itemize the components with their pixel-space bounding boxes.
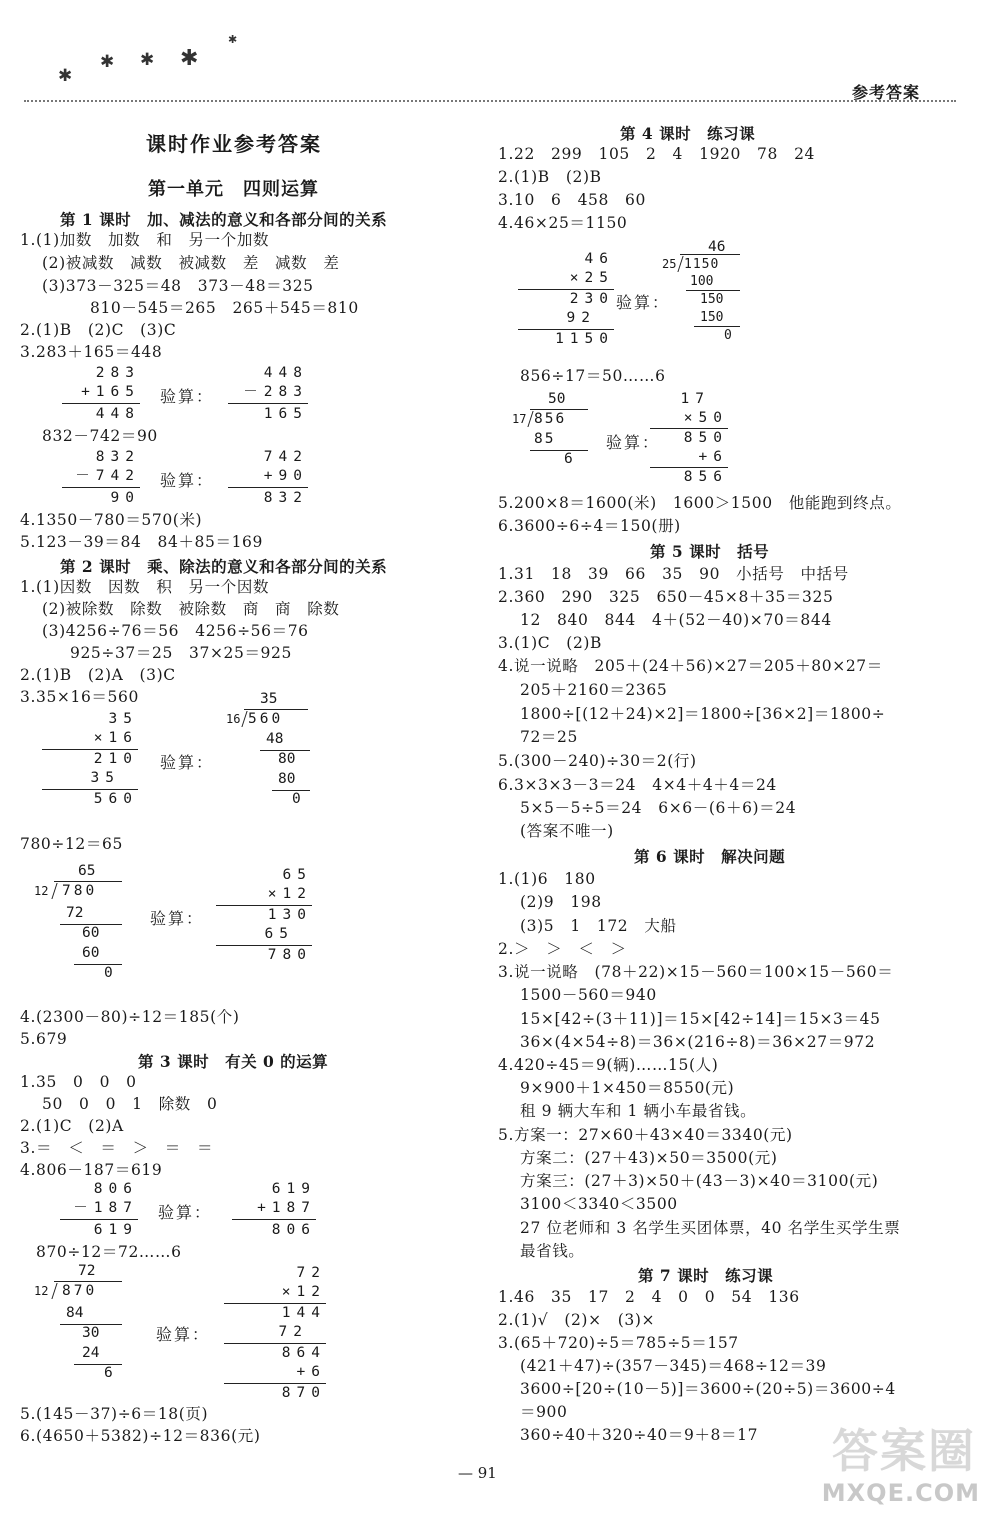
vertical-multiplication bbox=[216, 866, 312, 966]
long-division bbox=[512, 390, 592, 476]
division-step: 60 bbox=[82, 925, 100, 941]
answer-line: (3)5 1 172 大船 bbox=[520, 917, 677, 935]
verify-label: 验算： bbox=[616, 293, 671, 312]
division-bar bbox=[530, 450, 588, 451]
watermark-logo-text: 答案圈 bbox=[832, 1424, 976, 1478]
calc-row: 1150 bbox=[555, 331, 614, 347]
answer-line: 27 位老师和 3 名学生买团体票，40 名学生买学生票 bbox=[520, 1219, 901, 1237]
calc-row: 619 bbox=[271, 1181, 316, 1197]
division-step: 72 bbox=[66, 905, 84, 921]
calc-row: ×12 bbox=[267, 886, 312, 902]
calc-row: +6 bbox=[698, 449, 728, 465]
calc-row: 230 bbox=[569, 291, 614, 307]
calc-row: ×12 bbox=[281, 1284, 326, 1300]
calc-rule bbox=[62, 487, 140, 488]
calc-row: 92 bbox=[566, 310, 596, 326]
answer-line: ＝900 bbox=[520, 1403, 568, 1421]
division-bracket bbox=[51, 883, 57, 899]
answer-line: 1800÷[(12＋24)×2]＝1800÷[36×2]＝1800÷ bbox=[520, 705, 886, 723]
calc-row: 832 bbox=[263, 490, 308, 506]
calc-rule bbox=[232, 1219, 316, 1220]
watermark-domain: MXQE.COM bbox=[821, 1479, 980, 1507]
verify-label: 验算： bbox=[160, 471, 215, 490]
answer-line: 4.1350－780＝570(米) bbox=[20, 511, 203, 529]
star-icon: ✱ bbox=[140, 50, 155, 70]
calc-row: 448 bbox=[95, 406, 140, 422]
calc-row: 165 bbox=[263, 406, 308, 422]
answer-line: 2.＞ ＞ ＜ ＞ bbox=[498, 940, 627, 958]
calc-row: 856 bbox=[683, 469, 728, 485]
answer-line: (3)373－325＝48 373－48＝325 bbox=[42, 277, 314, 295]
calc-row: 448 bbox=[263, 365, 308, 381]
answer-line: 1.(1)加数 加数 和 另一个加数 bbox=[20, 231, 270, 249]
answer-line: 5.200×8＝1600(米) 1600＞1500 他能跑到终点。 bbox=[498, 494, 902, 512]
division-step: 84 bbox=[66, 1305, 84, 1321]
verify-label: 验算： bbox=[150, 909, 205, 928]
answer-line: 3.(1)C (2)B bbox=[498, 634, 603, 652]
calc-row: 35 bbox=[108, 711, 138, 727]
calc-row: －283 bbox=[243, 384, 308, 400]
calc-row: ×50 bbox=[683, 410, 728, 426]
answer-line: 5.123－39＝84 84＋85＝169 bbox=[20, 533, 263, 551]
division-divisor: 16 bbox=[226, 712, 241, 726]
answer-line: 4.420÷45＝9(辆)……15(人) bbox=[498, 1056, 719, 1074]
calc-rule bbox=[60, 1219, 138, 1220]
answer-line: 最省钱。 bbox=[520, 1242, 585, 1260]
answer-line: 1.(1)6 180 bbox=[498, 870, 596, 888]
site-watermark bbox=[821, 1415, 986, 1507]
answer-line: 870÷12＝72……6 bbox=[36, 1243, 182, 1261]
header-title: 参考答案 bbox=[851, 83, 920, 102]
lesson-5-title: 第 5 课时 括号 bbox=[650, 542, 770, 561]
long-division bbox=[662, 238, 740, 348]
answer-line: 1500－560＝940 bbox=[520, 986, 657, 1004]
calc-row: －742 bbox=[75, 468, 140, 484]
division-dividend: 560 bbox=[248, 711, 284, 727]
answer-line: 3.说一说略 (78＋22)×15－560＝100×15－560＝ bbox=[498, 963, 894, 981]
answer-line: 832－742＝90 bbox=[42, 427, 158, 445]
division-divisor: 25 bbox=[662, 257, 677, 271]
calc-row: 619 bbox=[93, 1222, 138, 1238]
division-divisor: 12 bbox=[34, 884, 49, 898]
vertical-multiplication bbox=[42, 710, 138, 810]
division-divisor: 12 bbox=[34, 1284, 49, 1298]
verify-label: 验算： bbox=[158, 1203, 213, 1222]
vertical-check bbox=[228, 448, 308, 510]
answer-line: 1.46 35 17 2 4 0 0 54 136 bbox=[498, 1288, 800, 1306]
calc-row: 72 bbox=[296, 1265, 326, 1281]
division-quotient: 50 bbox=[548, 391, 566, 407]
answer-line: 3.283＋165＝448 bbox=[20, 343, 163, 361]
lesson-3-title: 第 3 课时 有关 0 的运算 bbox=[138, 1052, 329, 1071]
answer-line: 2.(1)C (2)A bbox=[20, 1117, 124, 1135]
calc-row: +6 bbox=[296, 1364, 326, 1380]
division-step: 48 bbox=[266, 731, 284, 747]
answer-line: 2.360 290 325 650－45×8＋35＝325 bbox=[498, 588, 834, 606]
calc-row: 806 bbox=[271, 1222, 316, 1238]
division-bar bbox=[694, 326, 740, 327]
long-division bbox=[226, 690, 316, 810]
vertical-check bbox=[232, 1180, 316, 1242]
answer-line: 2.(1)B (2)B bbox=[498, 168, 602, 186]
calc-rule bbox=[228, 487, 308, 488]
star-icon: ✱ bbox=[58, 66, 73, 86]
calc-row: 90 bbox=[110, 490, 140, 506]
division-step: 0 bbox=[104, 965, 113, 981]
answer-line: (421＋47)÷(357－345)＝468÷12＝39 bbox=[520, 1357, 827, 1375]
answer-line: 1.35 0 0 0 bbox=[20, 1073, 137, 1091]
division-step: 6 bbox=[564, 451, 573, 467]
answer-line: (答案不唯一) bbox=[520, 822, 614, 840]
calc-row: +165 bbox=[81, 384, 140, 400]
header-divider bbox=[24, 100, 956, 102]
lesson-4-title: 第 4 课时 练习课 bbox=[620, 124, 756, 143]
star-icon: ✱ bbox=[100, 52, 115, 72]
vertical-check bbox=[228, 364, 308, 426]
answer-line: 4.(2300－80)÷12＝185(个) bbox=[20, 1008, 240, 1026]
calc-row: +90 bbox=[263, 468, 308, 484]
division-step: 85 bbox=[534, 431, 556, 447]
star-icon: ✱ bbox=[228, 33, 238, 46]
answer-line: 4.806－187＝619 bbox=[20, 1161, 163, 1179]
answer-line: 4.46×25＝1150 bbox=[498, 214, 628, 232]
answer-line: 1.(1)因数 因数 积 另一个因数 bbox=[20, 578, 270, 596]
answer-line: 9×900＋1×450＝8550(元) bbox=[520, 1079, 735, 1097]
division-quotient: 46 bbox=[708, 239, 726, 255]
division-step: 150 bbox=[700, 292, 724, 307]
division-step: 100 bbox=[690, 274, 714, 289]
answer-line: 5×5－5÷5＝24 6×6－(6＋6)＝24 bbox=[520, 799, 797, 817]
calc-rule bbox=[62, 403, 140, 404]
unit-title: 第一单元 四则运算 bbox=[148, 179, 319, 200]
answer-line: 6.3×3×3－3＝24 4×4＋4＋4＝24 bbox=[498, 776, 777, 794]
calc-row: 850 bbox=[683, 430, 728, 446]
lesson-1-title: 第 1 课时 加、减法的意义和各部分间的关系 bbox=[60, 210, 388, 229]
verify-label: 验算： bbox=[606, 433, 661, 452]
answer-line: 3600÷[20÷(10－5)]＝3600÷(20÷5)＝3600÷4 bbox=[520, 1380, 896, 1398]
lesson-2-title: 第 2 课时 乘、除法的意义和各部分间的关系 bbox=[60, 557, 388, 576]
division-bar bbox=[272, 790, 310, 791]
answer-line: 4.说一说略 205＋(24＋56)×27＝205＋80×27＝ bbox=[498, 657, 883, 675]
division-dividend: 780 bbox=[62, 883, 98, 899]
division-step: 24 bbox=[82, 1345, 100, 1361]
answer-line: (2)9 198 bbox=[520, 893, 602, 911]
long-division bbox=[34, 1262, 130, 1386]
verify-label: 验算： bbox=[156, 1325, 211, 1344]
calc-row: 130 bbox=[267, 907, 312, 923]
answer-line: 1.31 18 39 66 35 90 小括号 中括号 bbox=[498, 565, 849, 583]
answer-line: 810－545＝265 265＋545＝810 bbox=[90, 299, 359, 317]
answer-line: 5.方案一：27×60＋43×40＝3340(元) bbox=[498, 1126, 793, 1144]
page-number: — 91 bbox=[458, 1464, 497, 1482]
division-step: 30 bbox=[82, 1325, 100, 1341]
answer-line: 3100＜3340＜3500 bbox=[520, 1195, 678, 1213]
calc-row: 46 bbox=[584, 251, 614, 267]
answer-line: 3.10 6 458 60 bbox=[498, 191, 646, 209]
division-step: 150 bbox=[700, 310, 724, 325]
division-step: 6 bbox=[104, 1365, 113, 1381]
calc-row: +187 bbox=[257, 1200, 316, 1216]
calc-row: 17 bbox=[680, 391, 710, 407]
calc-row: 283 bbox=[95, 365, 140, 381]
division-bracket bbox=[241, 711, 247, 727]
vertical-multiplication bbox=[518, 250, 614, 350]
answer-line: (2)被除数 除数 被除数 商 商 除数 bbox=[42, 600, 340, 618]
division-bar bbox=[74, 1364, 122, 1365]
calc-row: 806 bbox=[93, 1181, 138, 1197]
division-step: 0 bbox=[292, 791, 301, 807]
answer-line: 205＋2160＝2365 bbox=[520, 681, 668, 699]
answer-line: 780÷12＝65 bbox=[20, 835, 123, 853]
answer-line: 2.(1)B (2)A (3)C bbox=[20, 666, 176, 684]
verify-label: 验算： bbox=[160, 387, 215, 406]
header-stars-decoration bbox=[52, 30, 252, 90]
calc-row: ×16 bbox=[93, 730, 138, 746]
calc-row: 870 bbox=[281, 1385, 326, 1401]
calc-row: 72 bbox=[278, 1324, 308, 1340]
division-step: 80 bbox=[278, 751, 296, 767]
lesson-7-title: 第 7 课时 练习课 bbox=[638, 1266, 774, 1285]
answer-line: 50 0 0 1 除数 0 bbox=[42, 1095, 218, 1113]
answer-line: (3)4256÷76＝56 4256÷56＝76 bbox=[42, 622, 309, 640]
vertical-subtraction bbox=[60, 1180, 138, 1242]
vertical-addition bbox=[62, 364, 140, 426]
verify-label: 验算： bbox=[160, 753, 215, 772]
answer-line: 方案三：(27＋3)×50＋(43－3)×40＝3100(元) bbox=[520, 1172, 879, 1190]
page-title: 课时作业参考答案 bbox=[146, 132, 322, 156]
vertical-multiplication bbox=[650, 390, 728, 485]
division-quotient: 72 bbox=[78, 1263, 96, 1279]
calc-row: －187 bbox=[73, 1200, 138, 1216]
calc-row: 560 bbox=[93, 791, 138, 807]
answer-line: 6.(4650＋5382)÷12＝836(元) bbox=[20, 1427, 261, 1445]
calc-rule bbox=[228, 403, 308, 404]
division-bar bbox=[74, 964, 122, 965]
calc-row: 144 bbox=[281, 1305, 326, 1321]
answer-line: 6.3600÷6÷4＝150(册) bbox=[498, 517, 681, 535]
answer-line: 3.35×16＝560 bbox=[20, 688, 139, 706]
division-step: 80 bbox=[278, 771, 296, 787]
vertical-subtraction bbox=[62, 448, 140, 510]
division-quotient: 35 bbox=[260, 691, 278, 707]
answer-line: 72＝25 bbox=[520, 728, 578, 746]
calc-row: 65 bbox=[264, 926, 294, 942]
lesson-6-title: 第 6 课时 解决问题 bbox=[634, 847, 786, 866]
calc-row: 35 bbox=[90, 770, 120, 786]
calc-row: ×25 bbox=[569, 270, 614, 286]
answer-line: 1.22 299 105 2 4 1920 78 24 bbox=[498, 145, 815, 163]
vertical-multiplication bbox=[224, 1264, 326, 1404]
answer-line: 360÷40＋320÷40＝9＋8＝17 bbox=[520, 1426, 759, 1444]
calc-row: 864 bbox=[281, 1345, 326, 1361]
calc-row: 780 bbox=[267, 947, 312, 963]
answer-line: 12 840 844 4＋(52－40)×70＝844 bbox=[520, 611, 832, 629]
answer-line: 856÷17＝50……6 bbox=[520, 367, 666, 385]
answer-line: 36×(4×54÷8)＝36×(216÷8)＝36×27＝972 bbox=[520, 1033, 876, 1051]
answer-line: 2.(1)√ (2)× (3)× bbox=[498, 1311, 656, 1329]
answer-line: 925÷37＝25 37×25＝925 bbox=[70, 644, 292, 662]
long-division bbox=[34, 862, 130, 986]
calc-row: 210 bbox=[93, 751, 138, 767]
division-quotient: 65 bbox=[78, 863, 96, 879]
answer-line: 5.(145－37)÷6＝18(页) bbox=[20, 1405, 209, 1423]
answer-line: 3.(65＋720)÷5＝785÷5＝157 bbox=[498, 1334, 739, 1352]
star-icon: ✱ bbox=[180, 46, 199, 71]
division-step: 60 bbox=[82, 945, 100, 961]
answer-line: 15×[42÷(3＋11)]＝15×[42÷14]＝15×3＝45 bbox=[520, 1010, 881, 1028]
division-bracket bbox=[527, 411, 533, 427]
answer-line: 方案二：(27＋43)×50＝3500(元) bbox=[520, 1149, 778, 1167]
answer-line: (2)被减数 减数 被减数 差 减数 差 bbox=[42, 254, 340, 272]
division-bracket bbox=[677, 256, 683, 272]
division-dividend: 870 bbox=[62, 1283, 98, 1299]
answer-line: 5.(300－240)÷30＝2(行) bbox=[498, 752, 697, 770]
division-step: 0 bbox=[724, 328, 732, 343]
division-dividend: 1150 bbox=[684, 257, 720, 272]
calc-row: 742 bbox=[263, 449, 308, 465]
calc-row: 832 bbox=[95, 449, 140, 465]
answer-line: 2.(1)B (2)C (3)C bbox=[20, 321, 177, 339]
answer-line: 租 9 辆大车和 1 辆小车最省钱。 bbox=[520, 1102, 757, 1120]
answer-line: 3.＝ ＜ ＝ ＞ ＝ ＝ bbox=[20, 1139, 214, 1157]
division-bracket bbox=[51, 1283, 57, 1299]
division-divisor: 17 bbox=[512, 412, 527, 426]
answer-line: 5.679 bbox=[20, 1030, 68, 1048]
calc-row: 65 bbox=[282, 867, 312, 883]
division-dividend: 856 bbox=[534, 411, 567, 427]
